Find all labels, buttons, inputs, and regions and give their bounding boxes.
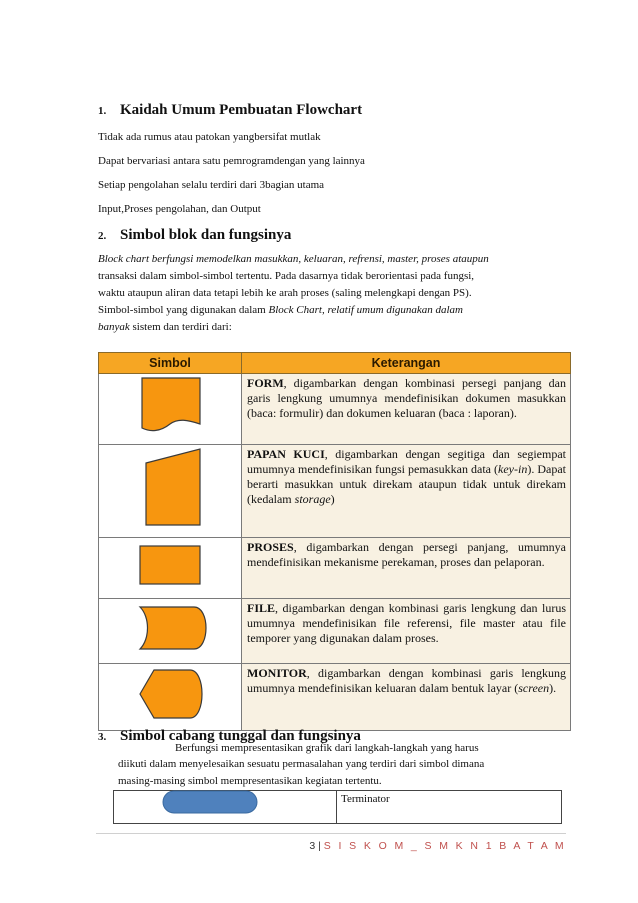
section-2-para-line-1: Block chart berfungsi memodelkan masukkan, keluaran, refrensi, master, proses ataupun [98, 253, 489, 265]
para-line-5-italic: banyak [98, 321, 130, 333]
symbol-description: , digambarkan dengan persegi panjang, umumnya mendefinisikan mekanisme perekaman, proses dan pelaporan. [247, 540, 566, 569]
symbol-cell [99, 445, 242, 538]
symbol-description: , digambarkan dengan kombinasi garis lengkung dan lurus umumnya mendefinisikan file referensi, file master atau file temporer yang digunakan dalam proses. [247, 601, 566, 645]
terminator-symbol-cell [114, 791, 337, 824]
symbol-description: ). Dapat berarti masukkan untuk direkam ataupun tidak untuk direkam (kedalam [247, 462, 566, 506]
file-icon [120, 599, 220, 657]
section-1-title: Kaidah Umum Pembuatan Flowchart [120, 102, 363, 118]
section-2-number: 2. [98, 230, 107, 242]
symbol-table [98, 352, 571, 731]
symbol-name: FILE [247, 601, 276, 615]
monitor-icon [120, 664, 220, 724]
symbol-description-italic: screen [518, 681, 550, 695]
section-2-heading [98, 227, 291, 244]
description-cell [242, 374, 571, 445]
section-1-line-3: Setiap pengolahan selalu terdiri dari 3bagian utama [98, 179, 325, 191]
header-symbol: Simbol [99, 353, 242, 374]
terminator-table [113, 790, 562, 824]
description-cell [242, 664, 571, 731]
header-description: Keterangan [242, 353, 571, 374]
section-1-line-1: Tidak ada rumus atau patokan yangbersifat mutlak [98, 131, 321, 143]
symbol-description-italic: storage [294, 492, 331, 506]
section-2-title: Simbol blok dan fungsinya [120, 227, 292, 243]
symbol-description: , digambarkan dengan kombinasi garis lengkung umumnya mendefinisikan keluaran dalam bentuk layar ( [247, 666, 566, 695]
symbol-name: PROSES [247, 540, 294, 554]
symbol-description-italic: key-in [498, 462, 528, 476]
table-row [99, 599, 571, 664]
footer-brand: S I S K O M _ S M K N 1 B A T A M [323, 840, 566, 852]
section-1-line-2: Dapat bervariasi antara satu pemrogramdengan yang lainnya [98, 155, 365, 167]
symbol-cell [99, 374, 242, 445]
symbol-table-header [99, 353, 571, 374]
table-row [114, 791, 562, 824]
section-3-line-1: Berfungsi mempresentasikan grafik dari langkah-langkah yang harus [175, 742, 479, 754]
section-3-line-3: masing-masing simbol mempresentasikan kegiatan tertentu. [118, 775, 382, 787]
section-2-para-line-3: waktu ataupun aliran data tetapi lebih ke arah proses (saling melengkapi dengan PS). [98, 287, 472, 299]
footer-separator: | [318, 840, 321, 852]
section-1-heading [98, 102, 362, 119]
page-footer [309, 840, 566, 852]
section-3-line-2: diikuti dalam menyelesaikan sesuatu permasalahan yang terdiri dari simbol dimana [118, 758, 485, 770]
footer-divider [96, 833, 566, 834]
section-3-number: 3. [98, 731, 107, 743]
description-cell [242, 538, 571, 599]
manual-input-icon [120, 445, 220, 531]
section-3-title: Simbol cabang tunggal dan fungsinya [120, 728, 361, 744]
symbol-name: FORM [247, 376, 284, 390]
form-icon [120, 374, 220, 436]
symbol-description: ) [330, 492, 335, 506]
description-cell [242, 599, 571, 664]
symbol-cell [99, 599, 242, 664]
table-row [99, 664, 571, 731]
section-1-number: 1. [98, 105, 107, 117]
process-icon [120, 538, 220, 592]
terminator-icon [162, 790, 258, 816]
terminator-label-cell: Terminator [337, 791, 562, 824]
description-cell [242, 445, 571, 538]
symbol-cell [99, 664, 242, 731]
symbol-description: , digambarkan dengan segitiga dan segiempat umumnya mendefinisikan fungsi pemasukkan data ( [247, 447, 566, 476]
symbol-description: ). [549, 681, 557, 695]
symbol-description: , digambarkan dengan kombinasi persegi panjang dan garis lengkung umumnya mendefinisikan dokumen masukkan (baca: formulir) dan dokumen keluaran (baca : laporan). [247, 376, 566, 420]
para-line-4-normal: Simbol-simbol yang digunakan dalam [98, 304, 269, 316]
table-row [99, 538, 571, 599]
section-2-para-line-2: transaksi dalam simbol-simbol tertentu. Pada dasarnya tidak berorientasi pada fungsi, [98, 270, 475, 282]
para-line-5-normal: sistem dan terdiri dari: [129, 321, 232, 333]
section-1-line-4: Input,Proses pengolahan, dan Output [98, 203, 261, 215]
table-row [99, 374, 571, 445]
page-number: 3 [309, 840, 316, 852]
table-row [99, 445, 571, 538]
symbol-name: PAPAN KUCI [247, 447, 325, 461]
para-line-4-italic: Block Chart, relatif umum digunakan dalam [268, 304, 464, 316]
section-2-para-line-4 [98, 304, 463, 316]
symbol-cell [99, 538, 242, 599]
section-2-para-line-5 [98, 321, 232, 333]
symbol-name: MONITOR [247, 666, 307, 680]
